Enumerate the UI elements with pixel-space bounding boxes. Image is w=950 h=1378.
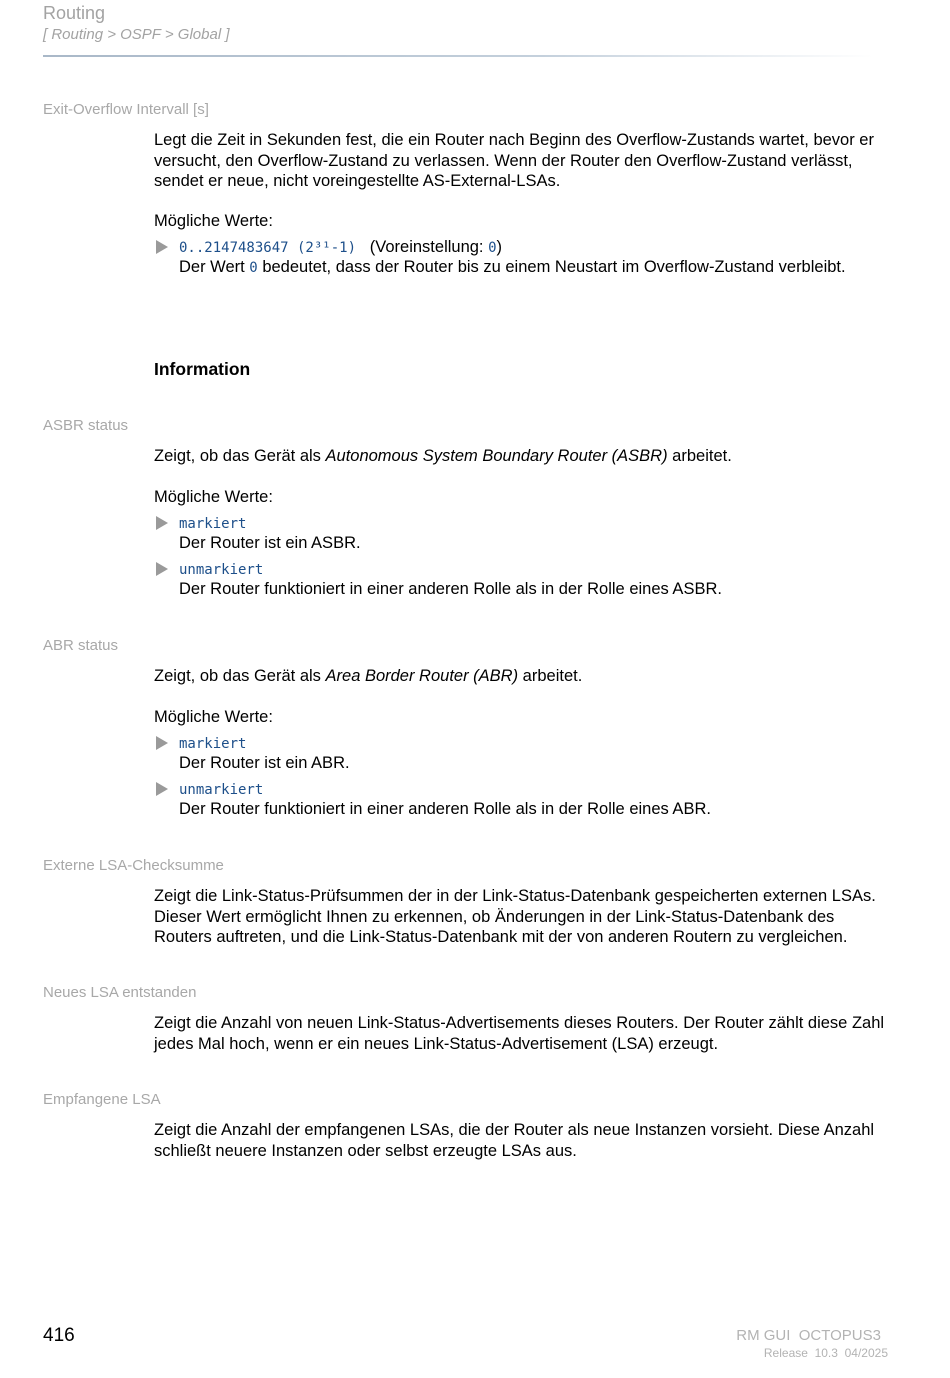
bullet-triangle-icon (156, 240, 168, 254)
value-note-code: 0 (249, 260, 258, 276)
value-note (179, 257, 846, 278)
possible-values-label: Mögliche Werte: (154, 488, 273, 506)
value-description: Der Router ist ein ASBR. (179, 534, 361, 552)
param-label-received-lsa: Empfangene LSA (43, 1091, 161, 1108)
param-description-exit-overflow: Legt die Zeit in Sekunden fest, die ein Router nach Beginn des Overflow-Zustands wartet, bevor er versucht, den Overflow-Zustand zu verlassen. Wenn der Router den Overflow-Zustand verlässt, sendet er neue, nicht voreingestellte AS-External-LSAs. (154, 131, 874, 191)
value-code-line (179, 733, 246, 754)
param-description-received-lsa: Zeigt die Anzahl der empfangenen LSAs, die der Router als neue Instanzen vorsieht. Diese Anzahl schließt neuere Instanzen oder selbst erzeugte LSAs aus. (154, 1121, 875, 1160)
value-range-code: 0..2147483647 (2³¹-1) (179, 240, 357, 256)
value-code-line (179, 513, 246, 534)
param-description-external-lsa-checksum: Zeigt die Link-Status-Prüfsummen der in der Link-Status-Datenbank gespeicherten externen LSAs. Dieser Wert ermöglicht Ihnen zu erkennen, ob Änderungen in der Link-Status-Datenbank des Routers auftreten, und die Link-Status-Datenbank mit der von anderen Routern zu vergleichen. (154, 887, 876, 947)
asbr-desc-term: Autonomous System Boundary Router (ASBR) (325, 447, 668, 465)
possible-values-label: Mögliche Werte: (154, 212, 273, 230)
param-label-new-lsa: Neues LSA entstanden (43, 984, 197, 1001)
value-description: Der Router funktioniert in einer anderen Rolle als in der Rolle eines ABR. (179, 800, 711, 818)
param-label-abr-status: ABR status (43, 637, 119, 654)
abr-desc-suffix: arbeitet. (518, 667, 583, 685)
param-label-exit-overflow: Exit-Overflow Intervall [s] (43, 101, 209, 118)
asbr-desc-suffix: arbeitet. (667, 447, 732, 465)
footer-product: RM GUI OCTOPUS3 (736, 1327, 881, 1344)
header-divider (43, 55, 873, 57)
default-prefix: (Voreinstellung: (369, 238, 489, 256)
footer-release: Release 10.3 04/2025 (763, 1346, 888, 1360)
value-code: unmarkiert (179, 782, 264, 798)
breadcrumb: [ Routing > OSPF > Global ] (43, 26, 230, 43)
value-note-suffix: bedeutet, dass der Router bis zu einem Neustart im Overflow-Zustand verbleibt. (257, 258, 846, 276)
asbr-desc-prefix: Zeigt, ob das Gerät als (154, 447, 326, 465)
bullet-triangle-icon (156, 782, 168, 796)
value-code: markiert (179, 516, 247, 532)
bullet-triangle-icon (156, 562, 168, 576)
value-code-line (179, 559, 263, 580)
abr-desc-term: Area Border Router (ABR) (325, 667, 519, 685)
value-range-line (179, 237, 502, 258)
page-number: 416 (43, 1325, 75, 1346)
value-description: Der Router funktioniert in einer anderen Rolle als in der Rolle eines ASBR. (179, 580, 722, 598)
section-heading-information: Information (154, 359, 251, 379)
default-value-code: 0 (488, 240, 497, 256)
value-note-prefix: Der Wert (179, 258, 250, 276)
param-description-new-lsa: Zeigt die Anzahl von neuen Link-Status-Advertisements dieses Routers. Der Router zählt diese Zahl jedes Mal hoch, wenn er ein neues Link-Status-Advertisement (LSA) erzeugt. (154, 1014, 885, 1053)
value-code: markiert (179, 736, 247, 752)
abr-desc-prefix: Zeigt, ob das Gerät als (154, 667, 326, 685)
param-label-asbr-status: ASBR status (43, 417, 129, 434)
bullet-triangle-icon (156, 736, 168, 750)
page-header-title: Routing (43, 3, 106, 23)
value-code-line (179, 779, 263, 800)
value-description: Der Router ist ein ABR. (179, 754, 350, 772)
param-description-asbr-status (154, 446, 894, 467)
param-description-abr-status (154, 666, 894, 687)
param-label-external-lsa-checksum: Externe LSA-Checksumme (43, 857, 224, 874)
default-suffix: ) (496, 238, 503, 256)
possible-values-label: Mögliche Werte: (154, 708, 273, 726)
value-code: unmarkiert (179, 562, 264, 578)
bullet-triangle-icon (156, 516, 168, 530)
